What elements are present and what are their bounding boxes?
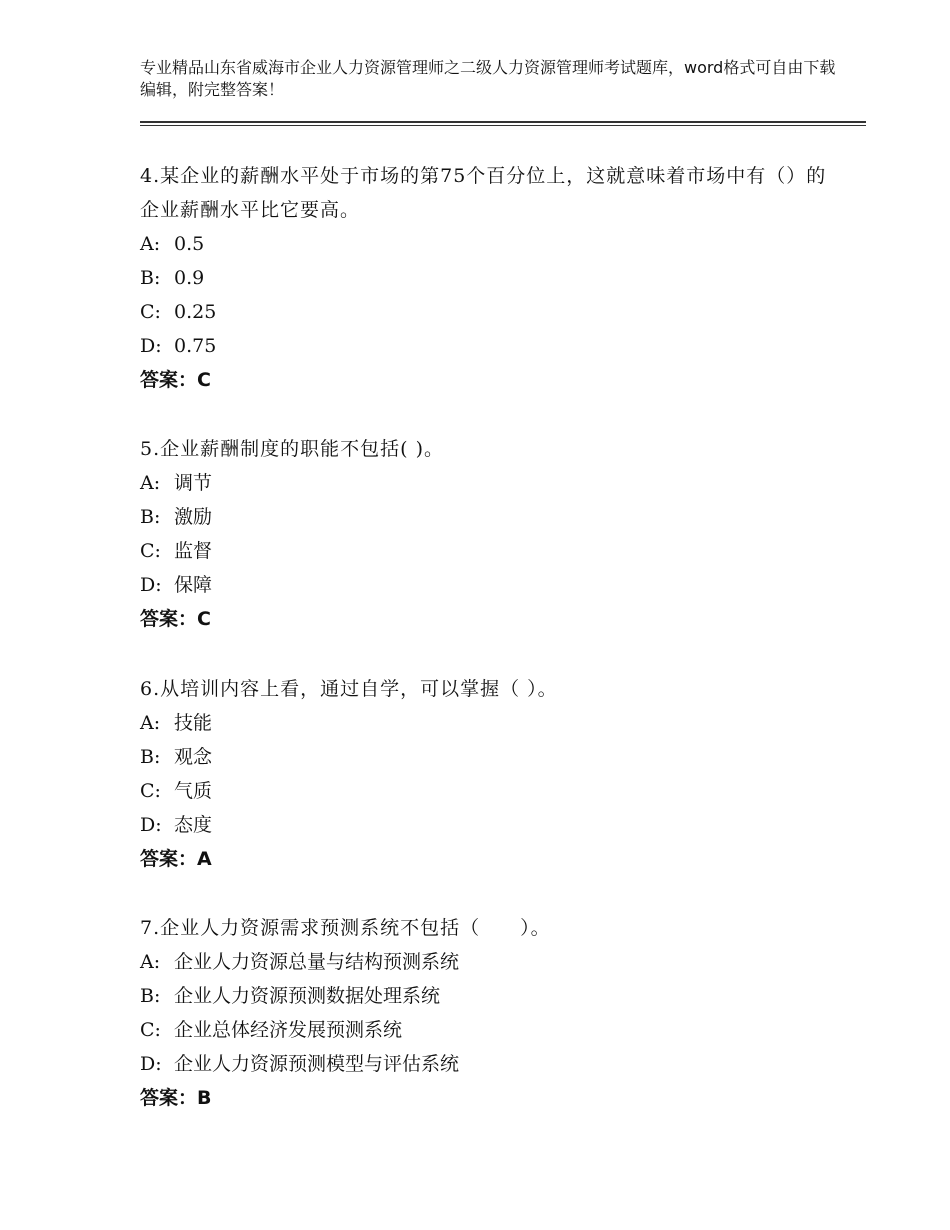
option-letter: D:: [140, 1053, 162, 1075]
option-text: 0.25: [174, 301, 217, 323]
option-c: [140, 534, 830, 568]
option-text: 观念: [174, 746, 213, 768]
option-letter: D:: [140, 574, 162, 596]
option-b: [140, 979, 830, 1013]
question-6: [140, 672, 830, 876]
option-letter: B:: [140, 985, 161, 1007]
option-c: [140, 1013, 830, 1047]
answer-line: 答案：B: [140, 1087, 212, 1109]
option-text: 企业人力资源总量与结构预测系统: [174, 951, 460, 973]
header-divider-thin: [140, 125, 866, 126]
option-a: [140, 466, 830, 500]
option-b: [140, 261, 830, 295]
option-letter: A:: [140, 233, 161, 255]
answer-line: 答案：A: [140, 848, 212, 870]
question-text: 5.企业薪酬制度的职能不包括( )。: [140, 438, 444, 460]
option-letter: C:: [140, 540, 161, 562]
option-d: [140, 808, 830, 842]
option-text: 企业总体经济发展预测系统: [174, 1019, 403, 1041]
option-c: [140, 774, 830, 808]
answer-line: 答案：C: [140, 369, 211, 391]
option-letter: B:: [140, 267, 161, 289]
option-letter: C:: [140, 1019, 161, 1041]
option-c: [140, 295, 830, 329]
option-a: [140, 706, 830, 740]
option-letter: A:: [140, 472, 161, 494]
answer-line: 答案：C: [140, 608, 211, 630]
option-text: 0.5: [174, 233, 205, 255]
option-letter: D:: [140, 335, 162, 357]
option-letter: A:: [140, 712, 161, 734]
document-header: 专业精品山东省威海市企业人力资源管理师之二级人力资源管理师考试题库，word格式可自由下载编辑，附完整答案！: [140, 58, 836, 99]
option-letter: B:: [140, 506, 161, 528]
option-letter: B:: [140, 746, 161, 768]
option-text: 调节: [174, 472, 213, 494]
question-text: 4.某企业的薪酬水平处于市场的第75个百分位上，这就意味着市场中有（）的企业薪酬水平比它要高。: [140, 165, 827, 221]
option-text: 激励: [174, 506, 213, 528]
option-text: 监督: [174, 540, 213, 562]
option-b: [140, 740, 830, 774]
option-letter: C:: [140, 780, 161, 802]
option-d: [140, 568, 830, 602]
option-letter: A:: [140, 951, 161, 973]
question-5: [140, 432, 830, 636]
option-text: 保障: [174, 574, 213, 596]
option-text: 企业人力资源预测模型与评估系统: [174, 1053, 460, 1075]
option-d: [140, 329, 830, 363]
option-a: [140, 945, 830, 979]
option-b: [140, 500, 830, 534]
option-text: 0.9: [174, 267, 205, 289]
option-a: [140, 227, 830, 261]
question-4: [140, 159, 830, 397]
question-7: [140, 911, 830, 1115]
option-d: [140, 1047, 830, 1081]
option-text: 气质: [174, 780, 213, 802]
option-text: 0.75: [174, 335, 217, 357]
question-text: 7.企业人力资源需求预测系统不包括（ ）。: [140, 917, 551, 939]
option-letter: D:: [140, 814, 162, 836]
option-text: 技能: [174, 712, 213, 734]
option-text: 态度: [174, 814, 213, 836]
option-text: 企业人力资源预测数据处理系统: [174, 985, 441, 1007]
question-text: 6.从培训内容上看，通过自学，可以掌握（ ）。: [140, 678, 558, 700]
option-letter: C:: [140, 301, 161, 323]
header-divider-thick: [140, 121, 866, 123]
